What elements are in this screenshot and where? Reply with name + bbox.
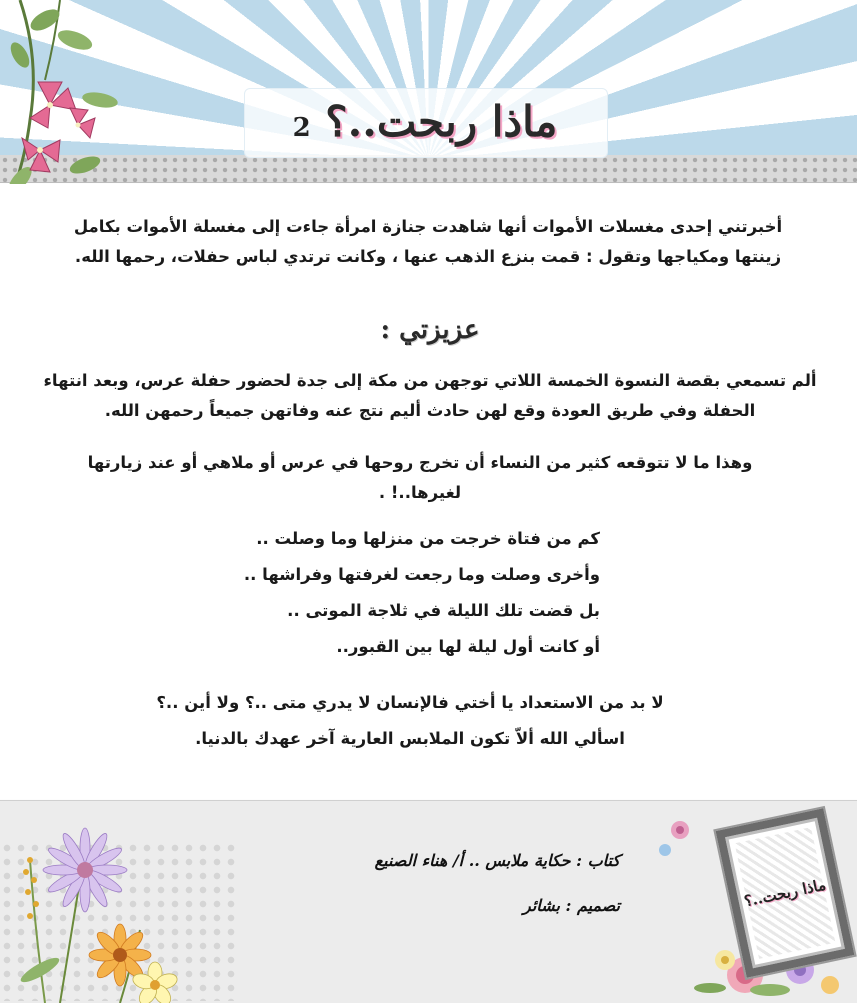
poem-line-2: وأخرى وصلت وما رجعت لغرفتها وفراشها .. <box>243 565 600 584</box>
poem-line-4: أو كانت أول ليلة لها بين القبور.. <box>336 637 600 656</box>
part-number: 2 <box>292 113 311 143</box>
closing-line-1: لا بد من الاستعداد يا أختي فالإنسان لا يدري متى ..؟ ولا أين ..؟ <box>156 693 664 712</box>
story-paragraph-2: ألم تسمعي بقصة النسوة الخمسة اللاتي توجهن من مكة إلى جدة لحضور حفلة عرس، وبعد انتهاء الحفلة وفي طريق العودة وقع لهن حادث أليم نتج عنه وفاتهن جميعاً رحمهن الله. <box>43 371 817 420</box>
poem-line-1: كم من فتاة خرجت من منزلها وما وصلت .. <box>256 529 600 548</box>
book-credit: كتاب : حكاية ملابس .. أ/ هناء الصنيع <box>374 851 620 870</box>
title-text: ماذا ربحت..؟ <box>325 97 558 146</box>
section-subtitle: عزيزتي : <box>380 315 480 345</box>
story-paragraph-3: وهذا ما لا تتوقعه كثير من النساء أن تخرج روحها في عرس أو ملاهي أو عند زيارتها لغيرها..! . <box>87 453 753 502</box>
pink-flower-cluster-icon <box>0 0 130 210</box>
daisy-flowers-icon <box>0 820 200 1003</box>
design-credit: تصميم : بشائر <box>523 896 620 915</box>
story-paragraph-1: أخبرتني إحدى مغسلات الأموات أنها شاهدت جنازة امرأة جاءت إلى مغسلة الأموات بكامل زينتها ومكياجها وتقول : قمت بنزع الذهب عنها ، وكانت ترتدي لباس حفلات، رحمها الله. <box>73 217 783 266</box>
closing-line-2: اسألي الله ألاّ تكون الملابس العارية آخر عهدك بالدنيا. <box>195 729 625 748</box>
page-title <box>250 92 600 152</box>
frame-title: ماذا ربحت..؟ <box>742 875 828 911</box>
poem-line-3: بل قضت تلك الليلة في ثلاجة الموتى .. <box>287 601 600 620</box>
